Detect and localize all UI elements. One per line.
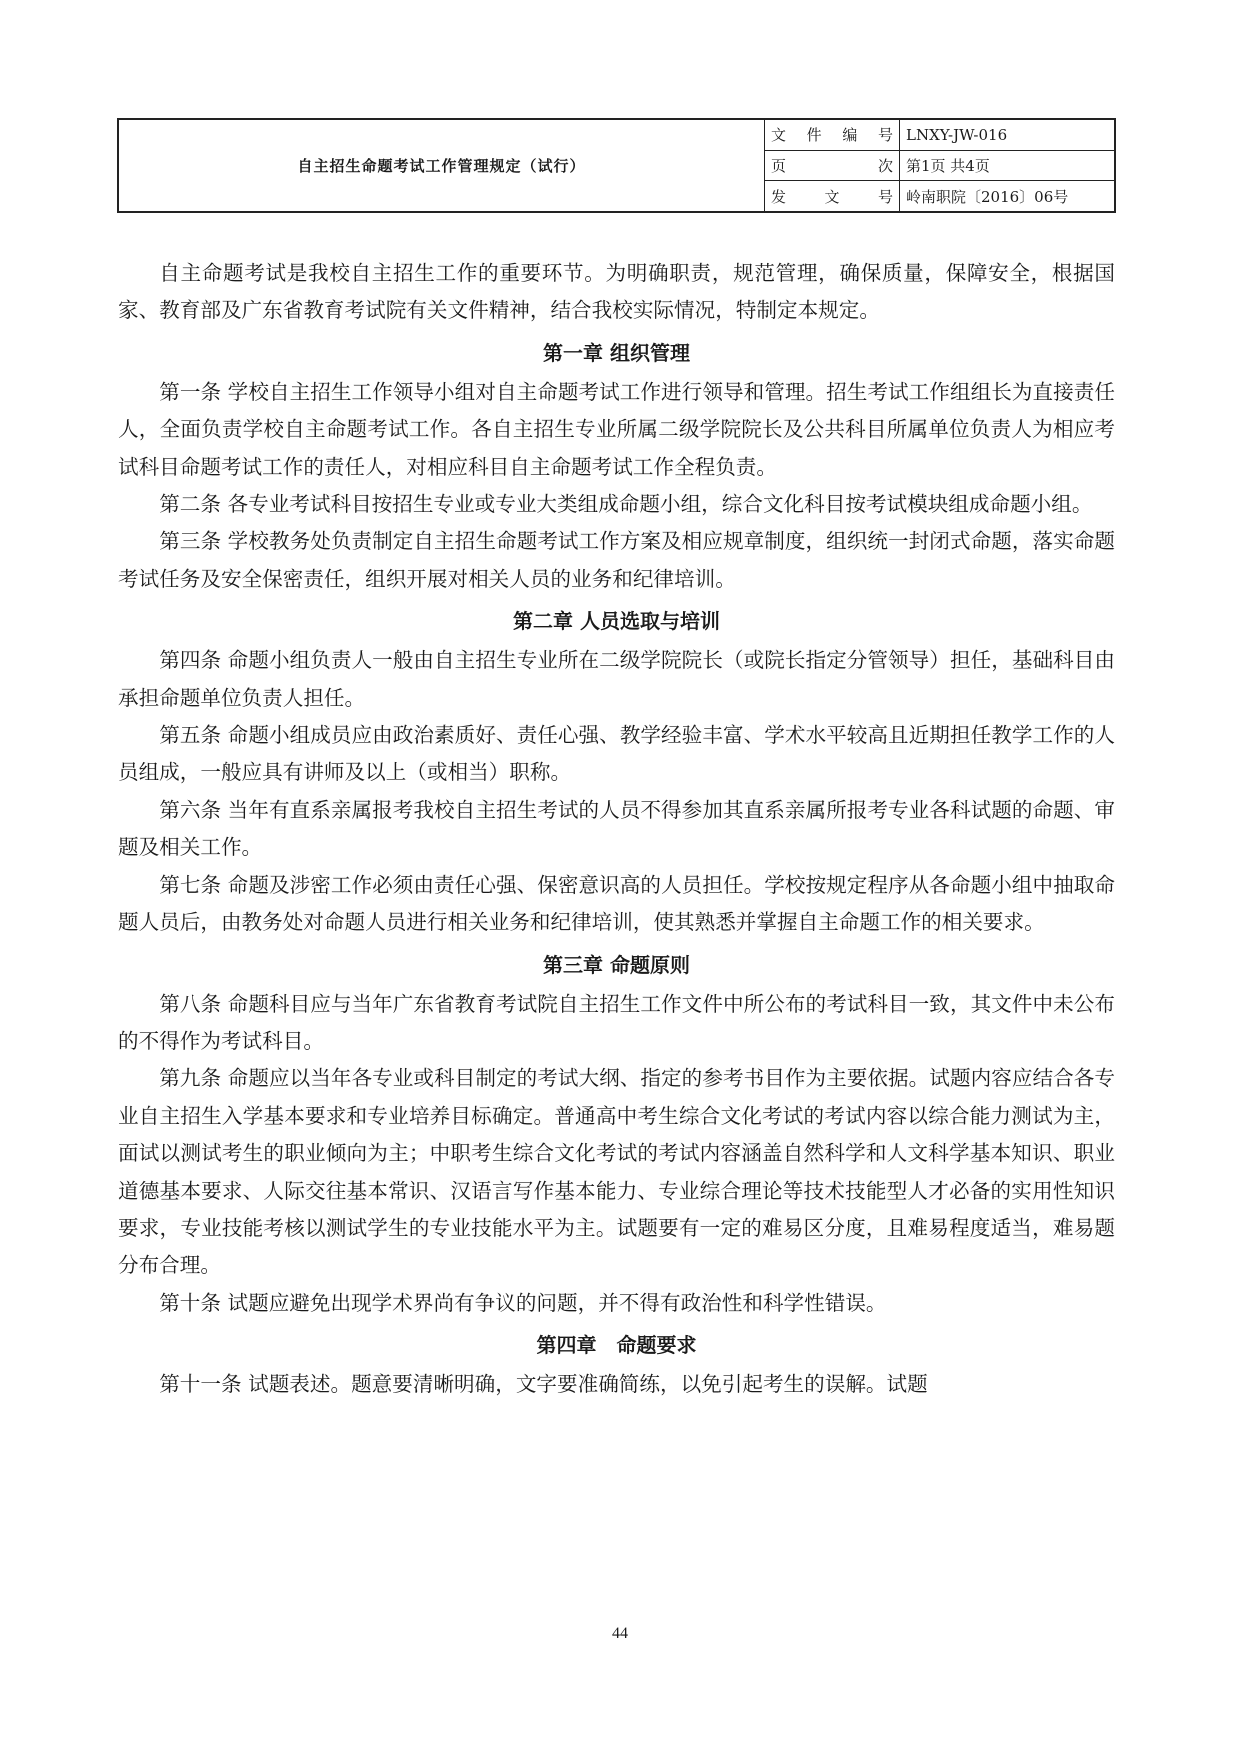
article-paragraph: 第四条 命题小组负责人一般由自主招生专业所在二级学院院长（或院长指定分管领导）担任，基础科目由承担命题单位负责人担任。	[118, 648, 1115, 710]
chapter-heading: 第一章 组织管理	[543, 340, 690, 365]
article-paragraph: 第十一条 试题表述。题意要清晰明确，文字要准确简练，以免引起考生的误解。试题	[159, 1372, 928, 1397]
header-value-page: 第1页 共4页	[900, 150, 1116, 181]
label-char: 号	[877, 187, 893, 206]
label-char: 文	[824, 187, 840, 206]
chapter-heading: 第二章 人员选取与培训	[513, 609, 720, 634]
label-char: 发	[771, 187, 787, 206]
article-paragraph: 第九条 命题应以当年各专业或科目制定的考试大纲、指定的参考书目作为主要依据。试题内容应结合各专业自主招生入学基本要求和专业培养目标确定。普通高中考生综合文化考试的考试内容以综合能力测试为主，面试以测试考生的职业倾向为主；中职考生综合文化考试的考试内容涵盖自然科学和人文科学基本知识、职业道德基本要求、人际交往基本常识、汉语言写作基本能力、专业综合理论等技术技能型人才必备的实用性知识要求，专业技能考核以测试学生的专业技能水平为主。试题要有一定的难易区分度，且难易程度适当，难易题分布合理。	[118, 1066, 1115, 1278]
label-char: 文	[771, 126, 787, 145]
header-label-page	[765, 150, 900, 181]
label-char: 次	[877, 156, 893, 175]
label-char: 件	[806, 126, 822, 145]
document-header-table	[117, 118, 1116, 213]
chapter-heading: 第三章 命题原则	[543, 952, 690, 977]
document-body	[118, 255, 1115, 1404]
header-label-file-number	[765, 119, 900, 150]
article-paragraph: 第一条 学校自主招生工作领导小组对自主命题考试工作进行领导和管理。招生考试工作组组长为直接责任人，全面负责学校自主命题考试工作。各自主招生专业所属二级学院院长及公共科目所属单位负责人为相应考试科目命题考试工作的责任人，对相应科目自主命题考试工作全程负责。	[118, 379, 1115, 479]
label-char: 号	[877, 126, 893, 145]
label-char: 页	[771, 156, 787, 175]
header-value-doc-number: 岭南职院〔2016〕06号	[900, 181, 1116, 212]
header-label-doc-number	[765, 181, 900, 212]
article-paragraph: 第三条 学校教务处负责制定自主招生命题考试工作方案及相应规章制度，组织统一封闭式命题，落实命题考试任务及安全保密责任，组织开展对相关人员的业务和纪律培训。	[118, 529, 1115, 591]
header-value-file-number: LNXY-JW-016	[900, 119, 1116, 150]
page-number: 44	[612, 1625, 628, 1642]
article-paragraph: 第五条 命题小组成员应由政治素质好、责任心强、教学经验丰富、学术水平较高且近期担任教学工作的人员组成，一般应具有讲师及以上（或相当）职称。	[118, 723, 1115, 785]
article-paragraph: 第二条 各专业考试科目按招生专业或专业大类组成命题小组，综合文化科目按考试模块组成命题小组。	[159, 492, 1093, 517]
article-paragraph: 第六条 当年有直系亲属报考我校自主招生考试的人员不得参加其直系亲属所报考专业各科试题的命题、审题及相关工作。	[118, 797, 1115, 860]
intro-paragraph: 自主命题考试是我校自主招生工作的重要环节。为明确职责，规范管理，确保质量，保障安全，根据国家、教育部及广东省教育考试院有关文件精神，结合我校实际情况，特制定本规定。	[118, 261, 1115, 323]
label-char: 编	[842, 126, 858, 145]
document-title: 自主招生命题考试工作管理规定（试行）	[118, 119, 765, 212]
article-paragraph: 第八条 命题科目应与当年广东省教育考试院自主招生工作文件中所公布的考试科目一致，其文件中未公布的不得作为考试科目。	[118, 991, 1115, 1053]
article-paragraph: 第七条 命题及涉密工作必须由责任心强、保密意识高的人员担任。学校按规定程序从各命题小组中抽取命题人员后，由教务处对命题人员进行相关业务和纪律培训，使其熟悉并掌握自主命题工作的相关要求。	[118, 872, 1115, 935]
chapter-heading: 第四章 命题要求	[536, 1333, 697, 1358]
article-paragraph: 第十条 试题应避免出现学术界尚有争议的问题，并不得有政治性和科学性错误。	[159, 1290, 887, 1315]
